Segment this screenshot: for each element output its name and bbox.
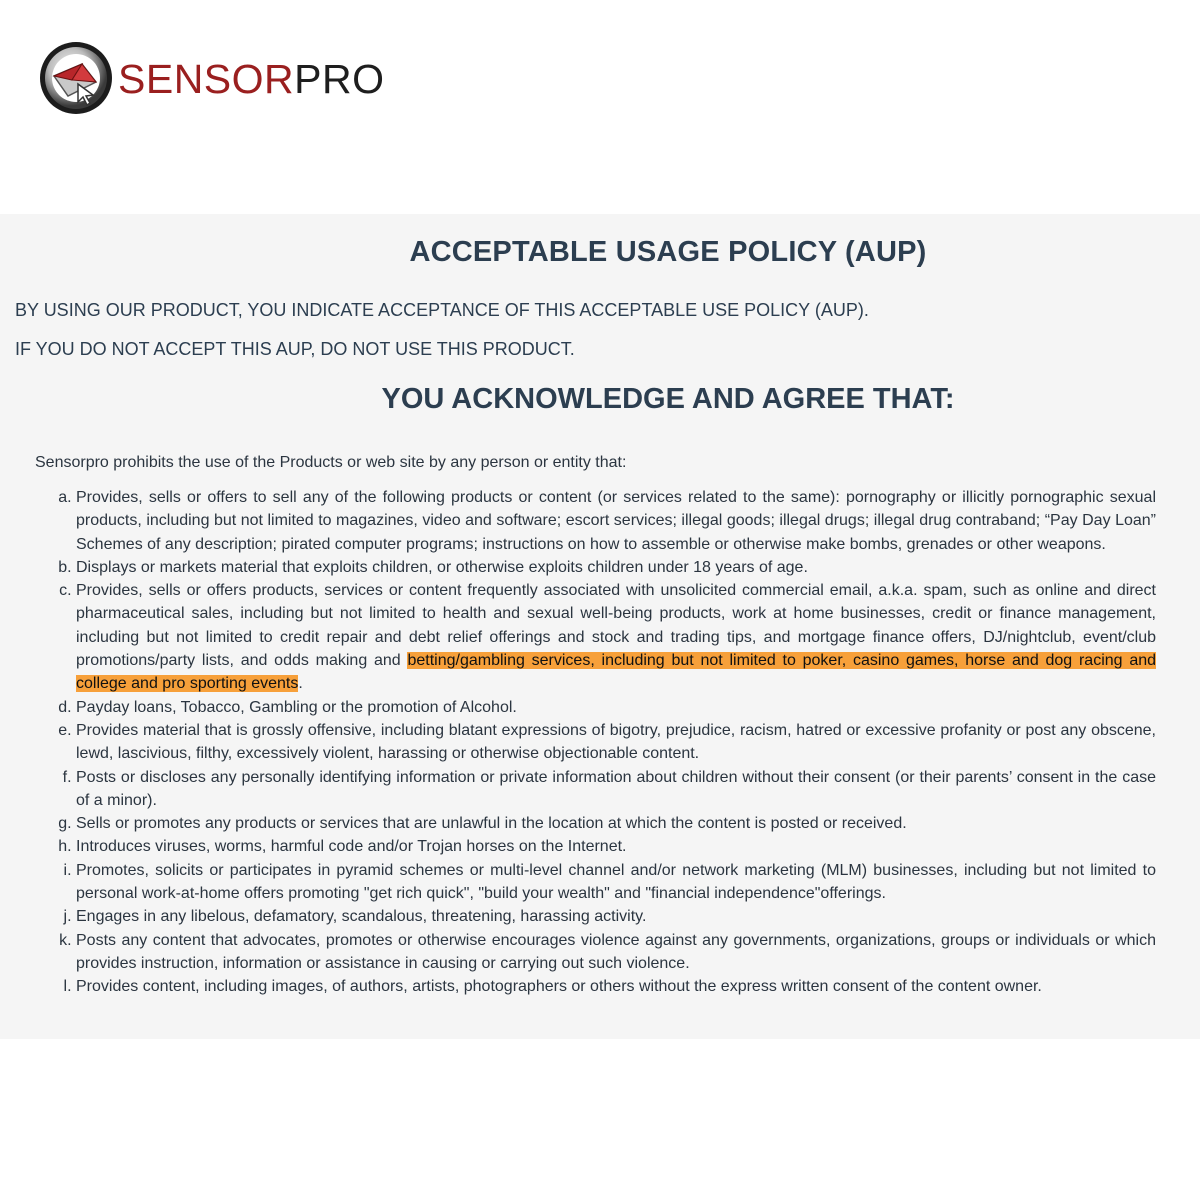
list-item xyxy=(76,579,1156,695)
list-item-text: Provides, sells or offers to sell any of the following products or content (or services related to the same): pornography or illicitly pornographic sexual products, including but not limited to magazines, video and software; escort services; illegal goods; illegal drugs; illegal drug contraband; “Pay Day Loan” Schemes of any description; pirated computer programs; instructions on how to assemble or otherwise make bombs, grenades or other weapons. xyxy=(76,489,1156,553)
policy-intro: Sensorpro prohibits the use of the Products or web site by any person or entity that: xyxy=(35,454,627,471)
brand-wordmark xyxy=(118,55,385,102)
list-item-text: Provides content, including images, of authors, artists, photographers or others without the express written consent of the content owner. xyxy=(76,978,1042,996)
acknowledge-heading: YOU ACKNOWLEDGE AND AGREE THAT: xyxy=(381,383,955,415)
list-item-text: Posts or discloses any personally identifying information or private information about children without their consent (or their parents’ consent in the case of a minor). xyxy=(76,768,1156,809)
list-item xyxy=(76,556,1156,579)
list-item-text-end: . xyxy=(298,675,303,693)
list-item-text: Promotes, solicits or participates in pyramid schemes or multi-level channel and/or network marketing (MLM) businesses, including but not limited to personal work-at-home offers promoting "get rich quick", "build your wealth" and "financial independence"offerings. xyxy=(76,861,1156,903)
list-item-text: Sells or promotes any products or services that are unlawful in the location at which the content is posted or received. xyxy=(76,815,907,833)
list-item xyxy=(76,835,1156,858)
decline-notice: IF YOU DO NOT ACCEPT THIS AUP, DO NOT USE THIS PRODUCT. xyxy=(15,339,575,359)
list-item xyxy=(76,696,1156,719)
list-item xyxy=(76,486,1156,556)
list-item-text: Displays or markets material that exploits children, or otherwise exploits children under 18 years of age. xyxy=(76,558,808,576)
list-item xyxy=(76,859,1156,906)
sensorpro-logo[interactable] xyxy=(38,40,385,115)
prohibited-uses-list xyxy=(35,486,1156,999)
list-item-text: Provides, sells or offers products, services or content frequently associated with unsolicited commercial email, a.k.a. spam, such as online and direct pharmaceutical sales, including but not limited to health and sexual well-being products, work at home businesses, credit or finance management, including but not limited to credit repair and debt relief offerings and stock and trading tips, and mortgage finance offers, DJ/nightclub, event/club promotions/party lists, and odds making and xyxy=(76,582,1156,670)
list-item-text: Provides material that is grossly offensive, including blatant expressions of bigotry, prejudice, racism, hatred or excessive profanity or post any obscene, lewd, lascivious, filthy, excessively violent, harassing or otherwise objectionable content. xyxy=(76,721,1156,763)
list-item xyxy=(76,929,1156,976)
list-item-text: Payday loans, Tobacco, Gambling or the promotion of Alcohol. xyxy=(76,698,517,716)
list-item-text: Introduces viruses, worms, harmful code and/or Trojan horses on the Internet. xyxy=(76,838,627,856)
highlighted-gambling-text: betting/gambling services, including but not limited to poker, casino games, horse and dog racing and college and pro sporting events xyxy=(76,652,1157,693)
policy-panel xyxy=(0,214,1200,1039)
brand-name-part-2: PRO xyxy=(294,55,385,102)
list-item-text: Posts any content that advocates, promotes or otherwise encourages violence against any governments, organizations, groups or individuals or which provides instruction, information or assistance in causing or carrying out such violence. xyxy=(76,931,1156,972)
page-header xyxy=(0,0,1200,214)
list-item xyxy=(76,719,1156,766)
list-item xyxy=(76,905,1156,928)
list-item xyxy=(76,766,1156,813)
brand-name-part-1: SENSOR xyxy=(118,55,295,102)
policy-title: ACCEPTABLE USAGE POLICY (AUP) xyxy=(409,236,927,268)
list-item xyxy=(76,975,1156,998)
acceptance-notice: BY USING OUR PRODUCT, YOU INDICATE ACCEPTANCE OF THIS ACCEPTABLE USE POLICY (AUP). xyxy=(15,300,869,320)
envelope-cursor-logo-icon xyxy=(38,40,114,116)
list-item-text: Engages in any libelous, defamatory, scandalous, threatening, harassing activity. xyxy=(76,908,647,926)
list-item xyxy=(76,812,1156,835)
